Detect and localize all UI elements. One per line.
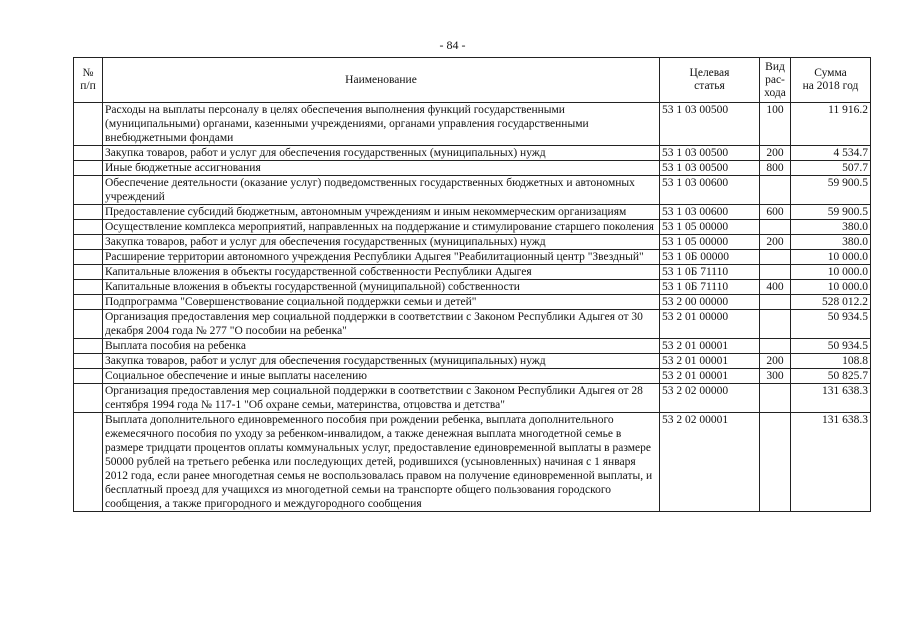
row-num (74, 384, 103, 413)
row-code: 53 2 01 00001 (660, 369, 760, 384)
table-row (74, 103, 871, 146)
row-code: 53 1 05 00000 (660, 235, 760, 250)
table-row (74, 339, 871, 354)
row-kind (760, 413, 791, 512)
table-row (74, 250, 871, 265)
row-kind (760, 295, 791, 310)
row-sum: 108.8 (791, 354, 871, 369)
row-code: 53 2 01 00000 (660, 310, 760, 339)
row-num (74, 161, 103, 176)
row-kind (760, 250, 791, 265)
row-name: Социальное обеспечение и иные выплаты населению (103, 369, 660, 384)
row-name: Закупка товаров, работ и услуг для обеспечения государственных (муниципальных) нужд (103, 354, 660, 369)
row-code: 53 2 00 00000 (660, 295, 760, 310)
table-row (74, 235, 871, 250)
header-sum: Сумма на 2018 год (791, 58, 871, 103)
row-code: 53 1 0Б 71110 (660, 280, 760, 295)
table-row (74, 146, 871, 161)
row-name: Выплата дополнительного единовременного пособия при рождении ребенка, выплата дополнительного ежемесячного пособия по уходу за ребенком-инвалидом, а также денежная выплата многодетной семье в размере тридцати процентов оплаты коммунальных услуг, предоставление единовременной выплаты в размере 50000 рублей на третьего ребенка или последующих детей, родившихся (усыновленных) начиная с 1 января 2012 года, если ранее многодетная семья не воспользовалась правом на получение единовременной выплаты, и бесплатный проезд для учащихся из многодетной семьи на транспорте общего пользования городского сообщения, а также пригородного и междугородного сообщения (103, 413, 660, 512)
table-row (74, 161, 871, 176)
row-name: Иные бюджетные ассигнования (103, 161, 660, 176)
row-code: 53 1 0Б 71110 (660, 265, 760, 280)
row-num (74, 235, 103, 250)
header-name: Наименование (103, 58, 660, 103)
row-code: 53 1 03 00500 (660, 146, 760, 161)
table-row (74, 220, 871, 235)
row-num (74, 176, 103, 205)
table-row (74, 205, 871, 220)
row-num (74, 280, 103, 295)
row-kind: 100 (760, 103, 791, 146)
budget-table (73, 57, 871, 512)
row-name: Осуществление комплекса мероприятий, направленных на поддержание и стимулирование старшего поколения (103, 220, 660, 235)
row-kind: 200 (760, 146, 791, 161)
table-row (74, 265, 871, 280)
row-sum: 11 916.2 (791, 103, 871, 146)
row-sum: 380.0 (791, 235, 871, 250)
table-row (74, 310, 871, 339)
row-kind: 300 (760, 369, 791, 384)
row-code: 53 1 03 00500 (660, 161, 760, 176)
row-code: 53 2 02 00000 (660, 384, 760, 413)
row-name: Организация предоставления мер социальной поддержки в соответствии с Законом Республики Адыгея от 28 сентября 1994 года № 117-1 "Об охране семьи, материнства, отцовства и детства" (103, 384, 660, 413)
row-name: Обеспечение деятельности (оказание услуг) подведомственных государственных бюджетных и автономных учреждений (103, 176, 660, 205)
row-name: Закупка товаров, работ и услуг для обеспечения государственных (муниципальных) нужд (103, 146, 660, 161)
row-kind (760, 220, 791, 235)
table-row (74, 295, 871, 310)
row-name: Капитальные вложения в объекты государственной собственности Республики Адыгея (103, 265, 660, 280)
row-name: Выплата пособия на ребенка (103, 339, 660, 354)
row-sum: 59 900.5 (791, 205, 871, 220)
row-num (74, 413, 103, 512)
row-sum: 4 534.7 (791, 146, 871, 161)
table-header-row (74, 58, 871, 103)
row-num (74, 339, 103, 354)
row-num (74, 310, 103, 339)
table-row (74, 280, 871, 295)
row-sum: 380.0 (791, 220, 871, 235)
row-name: Подпрограмма "Совершенствование социальной поддержки семьи и детей" (103, 295, 660, 310)
row-code: 53 1 03 00600 (660, 205, 760, 220)
page-number: - 84 - (439, 38, 466, 52)
row-sum: 50 825.7 (791, 369, 871, 384)
header-kind: Вид рас- хода (760, 58, 791, 103)
table-row (74, 354, 871, 369)
table-row (74, 384, 871, 413)
row-sum: 50 934.5 (791, 339, 871, 354)
row-name: Капитальные вложения в объекты государственной (муниципальной) собственности (103, 280, 660, 295)
row-num (74, 220, 103, 235)
row-kind: 400 (760, 280, 791, 295)
row-code: 53 1 03 00600 (660, 176, 760, 205)
row-num (74, 369, 103, 384)
row-sum: 10 000.0 (791, 265, 871, 280)
row-sum: 10 000.0 (791, 280, 871, 295)
row-num (74, 103, 103, 146)
row-name: Расширение территории автономного учреждения Республики Адыгея "Реабилитационный центр "Звездный" (103, 250, 660, 265)
row-code: 53 2 01 00001 (660, 354, 760, 369)
row-code: 53 2 02 00001 (660, 413, 760, 512)
row-kind: 800 (760, 161, 791, 176)
row-kind (760, 310, 791, 339)
row-num (74, 250, 103, 265)
row-num (74, 265, 103, 280)
row-num (74, 146, 103, 161)
header-num: № п/п (74, 58, 103, 103)
row-sum: 131 638.3 (791, 413, 871, 512)
row-num (74, 205, 103, 220)
row-code: 53 1 0Б 00000 (660, 250, 760, 265)
row-name: Организация предоставления мер социальной поддержки в соответствии с Законом Республики Адыгея от 30 декабря 2004 года № 277 "О пособии на ребенка" (103, 310, 660, 339)
row-num (74, 354, 103, 369)
row-sum: 507.7 (791, 161, 871, 176)
row-kind: 600 (760, 205, 791, 220)
row-name: Предоставление субсидий бюджетным, автономным учреждениям и иным некоммерческим организациям (103, 205, 660, 220)
row-sum: 50 934.5 (791, 310, 871, 339)
row-sum: 528 012.2 (791, 295, 871, 310)
row-sum: 131 638.3 (791, 384, 871, 413)
row-code: 53 1 05 00000 (660, 220, 760, 235)
row-sum: 59 900.5 (791, 176, 871, 205)
row-kind (760, 339, 791, 354)
row-kind (760, 265, 791, 280)
row-name: Закупка товаров, работ и услуг для обеспечения государственных (муниципальных) нужд (103, 235, 660, 250)
header-code: Целевая статья (660, 58, 760, 103)
row-name: Расходы на выплаты персоналу в целях обеспечения выполнения функций государственными (муниципальными) органами, казенными учреждениями, органами управления государственными внебюджетными фондами (103, 103, 660, 146)
row-kind (760, 384, 791, 413)
row-kind: 200 (760, 235, 791, 250)
table-row (74, 176, 871, 205)
table-row (74, 369, 871, 384)
row-kind: 200 (760, 354, 791, 369)
row-sum: 10 000.0 (791, 250, 871, 265)
row-kind (760, 176, 791, 205)
row-code: 53 1 03 00500 (660, 103, 760, 146)
row-code: 53 2 01 00001 (660, 339, 760, 354)
table-row (74, 413, 871, 512)
row-num (74, 295, 103, 310)
